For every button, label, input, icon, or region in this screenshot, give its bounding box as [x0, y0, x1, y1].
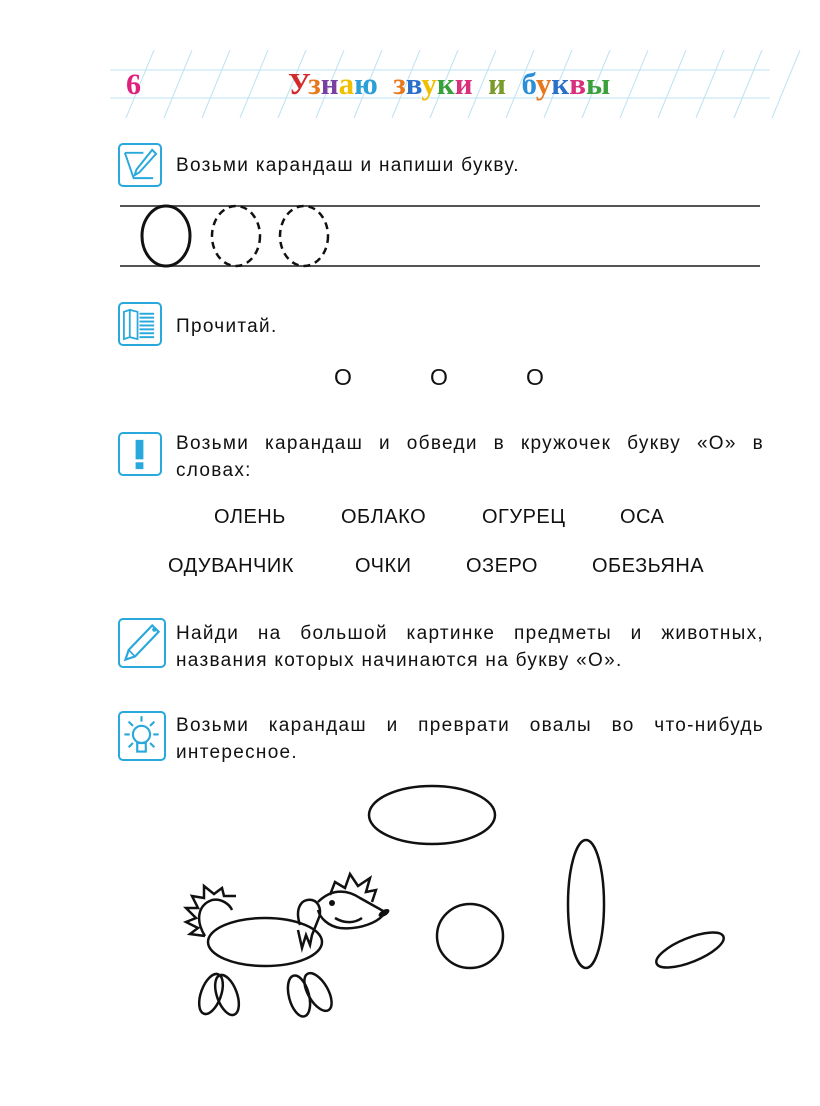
task-text: Возьми карандаш и обведи в кружочек букву «О» в словах:	[176, 433, 764, 481]
title-letter: в	[405, 66, 422, 101]
title-letter	[506, 66, 514, 101]
ovals-drawing-area[interactable]	[0, 770, 820, 1050]
read-letter: О	[334, 364, 353, 390]
word: ОДУВАНЧИК	[168, 555, 294, 577]
exclamation-icon	[118, 432, 162, 476]
read-letter: О	[430, 364, 449, 390]
letter-o-tracing[interactable]	[130, 200, 350, 272]
read-letter: О	[526, 364, 545, 390]
title-letter: к	[436, 66, 455, 101]
title-letter	[514, 66, 522, 101]
task-text: Найди на большой картинке предметы и животных, названия которых начинаются на букву «О».	[176, 623, 764, 671]
title-letter: у	[535, 66, 552, 101]
title-letter: к	[551, 66, 570, 101]
title-letter: а	[338, 66, 355, 101]
word: ОБЛАКО	[341, 506, 427, 528]
lightbulb-icon	[118, 711, 166, 761]
page-title	[288, 66, 610, 102]
dog-drawing-example	[186, 874, 385, 1019]
title-letter: в	[569, 66, 586, 101]
title-letter: н	[320, 66, 339, 101]
word: ОЛЕНЬ	[214, 506, 286, 528]
title-letter: и	[454, 66, 473, 101]
word: ОЧКИ	[355, 555, 412, 577]
title-letter: з	[308, 66, 321, 101]
task-text: Возьми карандаш и преврати овалы во что-нибудь интересное.	[176, 715, 764, 763]
word: ОГУРЕЦ	[482, 506, 566, 528]
title-letter: и	[488, 66, 507, 101]
oval	[369, 786, 495, 844]
title-letter: з	[393, 66, 406, 101]
oval	[652, 925, 728, 974]
page-number: 6	[126, 68, 141, 101]
oval	[437, 904, 503, 968]
title-letter: ю	[354, 66, 378, 101]
word: ОСА	[620, 506, 665, 528]
title-letter	[480, 66, 488, 101]
title-letter: у	[421, 66, 437, 101]
title-letter	[378, 66, 386, 101]
pencil-icon	[118, 618, 166, 668]
task-text: Возьми карандаш и напиши букву.	[176, 155, 520, 176]
word: ОБЕЗЬЯНА	[592, 555, 705, 577]
oval	[568, 840, 604, 968]
title-letter: У	[288, 66, 309, 101]
word: ОЗЕРО	[466, 555, 538, 577]
book-icon	[118, 302, 162, 346]
pencil-paper-icon	[118, 143, 162, 187]
title-letter: ы	[586, 66, 611, 101]
title-letter: б	[521, 66, 536, 101]
task-text: Прочитай.	[176, 316, 278, 337]
